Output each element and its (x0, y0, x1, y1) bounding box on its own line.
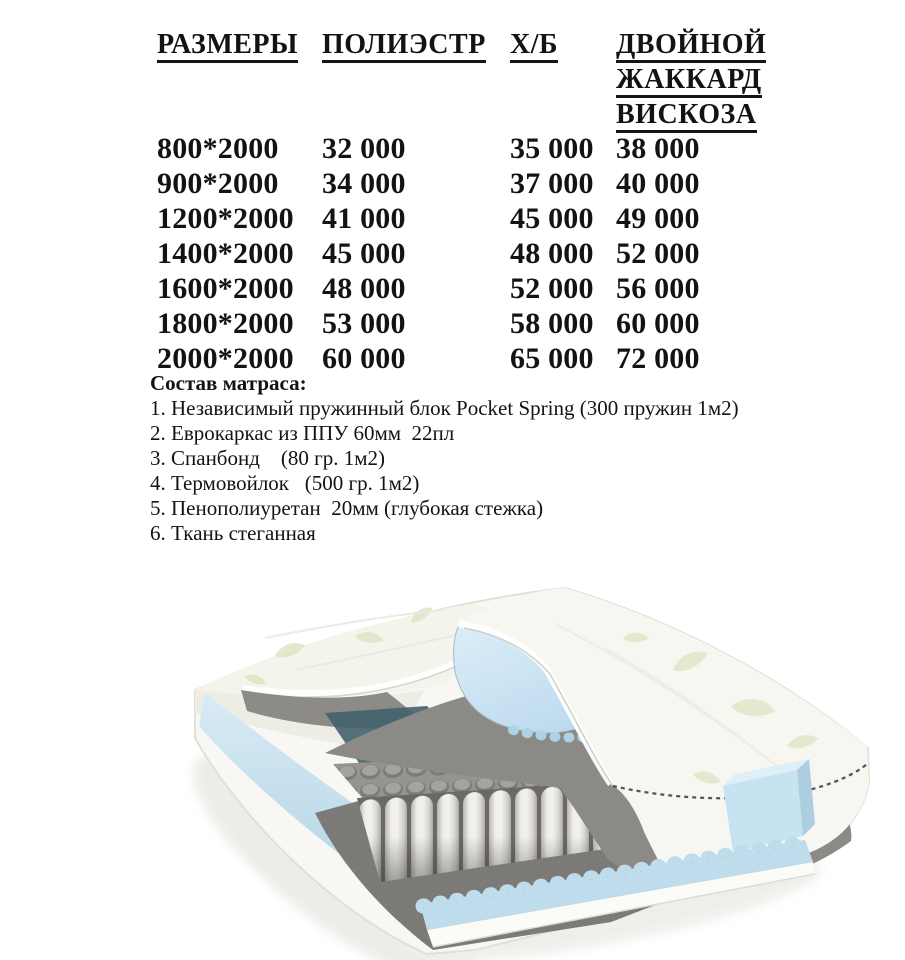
cotton-price-cell: 52 000 (510, 272, 594, 305)
polyester-price-cell: 32 000 (322, 132, 406, 165)
polyester-price-cell: 60 000 (322, 342, 406, 375)
price-table (157, 28, 785, 376)
composition-item: 3. Спанбонд (80 гр. 1м2) (150, 446, 386, 470)
jacquard-price-cell: 72 000 (616, 342, 700, 375)
column-header-cotton (505, 28, 613, 131)
cotton-price-cell: 45 000 (510, 202, 594, 235)
jacquard-price-cell: 40 000 (616, 167, 700, 200)
polyester-price-cell: 48 000 (322, 272, 406, 305)
column-header-cotton-label: Х/Б (510, 30, 558, 63)
jacquard-price-cell: 56 000 (616, 272, 700, 305)
column-header-sizes (157, 28, 322, 131)
cotton-price-cell: 35 000 (510, 132, 594, 165)
size-cell: 800*2000 (157, 132, 279, 165)
cotton-price-cell: 65 000 (510, 342, 594, 375)
jacquard-price-cell: 60 000 (616, 307, 700, 340)
polyester-price-cell: 34 000 (322, 167, 406, 200)
column-header-jacquard (613, 28, 785, 131)
size-cell: 2000*2000 (157, 342, 294, 375)
size-cell: 1800*2000 (157, 307, 294, 340)
composition-item: 1. Независимый пружинный блок Pocket Spring (300 пружин 1м2) (150, 396, 739, 420)
cotton-price-cell: 37 000 (510, 167, 594, 200)
column-header-jacquard-line3: ВИСКОЗА (616, 100, 757, 133)
mattress-cross-section-svg (175, 578, 875, 960)
polyester-price-cell: 53 000 (322, 307, 406, 340)
polyester-price-cell: 41 000 (322, 202, 406, 235)
mattress-cross-section-illustration (175, 578, 875, 960)
size-cell: 1200*2000 (157, 202, 294, 235)
composition-heading: Состав матраса: (150, 371, 307, 395)
composition-item: 2. Еврокаркас из ППУ 60мм 22пл (150, 421, 455, 445)
size-cell: 900*2000 (157, 167, 279, 200)
cotton-price-cell: 48 000 (510, 237, 594, 270)
composition-item: 4. Термовойлок (500 гр. 1м2) (150, 471, 420, 495)
column-header-polyester (322, 28, 505, 131)
column-header-sizes-label: РАЗМЕРЫ (157, 30, 298, 63)
column-header-jacquard-line1: ДВОЙНОЙ (616, 30, 766, 63)
column-header-jacquard-line2: ЖАККАРД (616, 65, 762, 98)
composition-item: 5. Пенополиуретан 20мм (глубокая стежка) (150, 496, 544, 520)
polyester-price-cell: 45 000 (322, 237, 406, 270)
size-cell: 1600*2000 (157, 272, 294, 305)
column-header-polyester-label: ПОЛИЭСТР (322, 30, 486, 63)
size-cell: 1400*2000 (157, 237, 294, 270)
cotton-price-cell: 58 000 (510, 307, 594, 340)
jacquard-price-cell: 52 000 (616, 237, 700, 270)
jacquard-price-cell: 49 000 (616, 202, 700, 235)
mattress-composition-section (150, 371, 790, 546)
composition-item: 6. Ткань стеганная (150, 521, 316, 545)
jacquard-price-cell: 38 000 (616, 132, 700, 165)
